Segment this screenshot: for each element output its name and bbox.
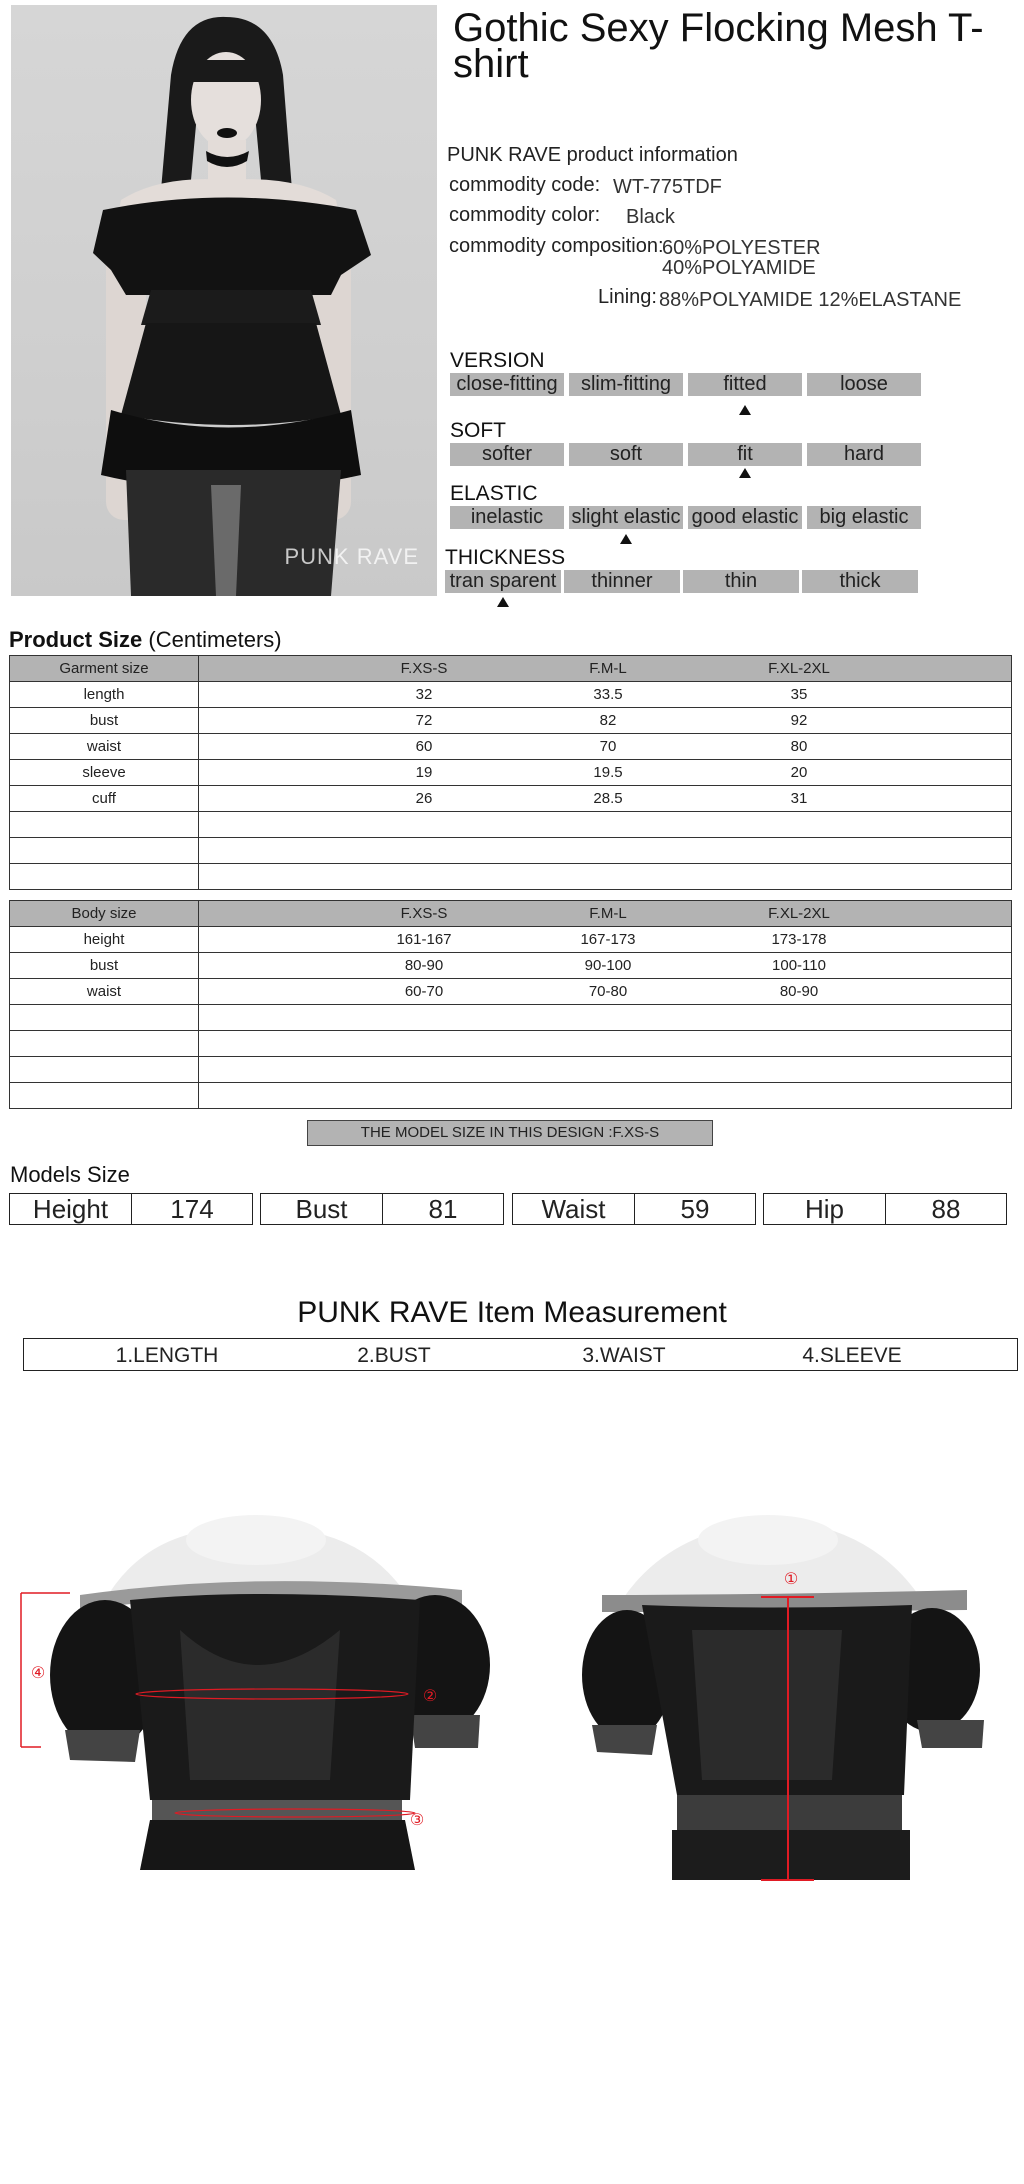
row-label: waist [10, 734, 199, 760]
table-row [10, 927, 1012, 953]
size-column-header: F.XS-S [400, 660, 448, 677]
scale-options [450, 373, 921, 396]
empty-cell [10, 1057, 199, 1083]
row-label: length [10, 682, 199, 708]
table-header-label: Garment size [10, 656, 199, 682]
table-row [10, 734, 1012, 760]
cell-value: 72 [415, 712, 433, 729]
row-values [199, 760, 1012, 786]
model-measure-label: Bust [261, 1194, 383, 1224]
cell-value: 31 [790, 790, 808, 807]
empty-cell [199, 838, 1012, 864]
empty-cell [10, 838, 199, 864]
code-label: commodity code: [449, 174, 601, 196]
model-figure-illustration [11, 5, 437, 596]
empty-cell [10, 1083, 199, 1109]
cell-value: 19 [415, 764, 433, 781]
scale-option: fitted [688, 373, 802, 396]
cell-value: 80-90 [404, 957, 444, 974]
model-measure-value: 88 [931, 1194, 961, 1224]
marker-4-label: ④ [30, 1663, 46, 1682]
empty-table-row [10, 1057, 1012, 1083]
garment-front-photo [0, 1500, 512, 1890]
scale-option: hard [807, 443, 921, 466]
model-measure-label: Height [10, 1194, 132, 1224]
lining-value: 88%POLYAMIDE 12%ELASTANE [659, 289, 962, 311]
color-value: Black [626, 206, 675, 228]
empty-cell [199, 1083, 1012, 1109]
cell-value: 82 [599, 712, 617, 729]
row-values [199, 708, 1012, 734]
scale-option: tran sparent [445, 570, 561, 593]
row-values [199, 682, 1012, 708]
cell-value: 60 [415, 738, 433, 755]
brand-watermark: PUNK RAVE [284, 544, 419, 569]
cell-value: 33.5 [593, 686, 623, 703]
composition-values [662, 238, 821, 278]
table-row [10, 953, 1012, 979]
scale-option: close-fitting [450, 373, 564, 396]
garment-back-illustration [512, 1500, 1024, 1890]
empty-cell [10, 1031, 199, 1057]
lining-label: Lining: [598, 286, 657, 308]
cell-value: 92 [790, 712, 808, 729]
size-column-header: F.XL-2XL [768, 905, 830, 922]
measurement-item: 2.BUST [357, 1344, 431, 1367]
row-label: waist [10, 979, 199, 1005]
empty-table-row [10, 864, 1012, 890]
model-photo [11, 5, 437, 596]
table-header-row [10, 901, 1012, 927]
measurement-legend [23, 1338, 1018, 1371]
selected-marker-icon [620, 534, 632, 544]
scale-label: SOFT [450, 419, 506, 442]
product-size-title-bold: Product Size [9, 627, 143, 652]
row-label: sleeve [10, 760, 199, 786]
scale-label: VERSION [450, 349, 545, 372]
scale-option: slim-fitting [569, 373, 683, 396]
composition-label: commodity composition: [449, 235, 664, 257]
info-heading: PUNK RAVE product information [447, 144, 738, 166]
model-measure-height [9, 1193, 253, 1225]
selected-marker-icon [739, 405, 751, 415]
empty-cell [10, 1005, 199, 1031]
measurement-item: 3.WAIST [582, 1344, 666, 1367]
empty-cell [10, 812, 199, 838]
empty-cell [199, 812, 1012, 838]
row-values [199, 953, 1012, 979]
empty-table-row [10, 838, 1012, 864]
table-header-label: Body size [10, 901, 199, 927]
table-row [10, 708, 1012, 734]
cell-value: 80 [790, 738, 808, 755]
marker-2-label: ② [422, 1686, 438, 1705]
row-values [199, 734, 1012, 760]
product-title: Gothic Sexy Flocking Mesh T-shirt [453, 6, 984, 86]
cell-value: 60-70 [404, 983, 444, 1000]
cell-value: 19.5 [593, 764, 623, 781]
row-values [199, 979, 1012, 1005]
table-row [10, 682, 1012, 708]
model-measure-value: 59 [680, 1194, 710, 1224]
marker-3-label: ③ [409, 1810, 425, 1829]
table-header-sizes [199, 901, 1012, 927]
empty-cell [199, 1057, 1012, 1083]
model-measure-label: Hip [764, 1194, 886, 1224]
cell-value: 35 [790, 686, 808, 703]
body-size-table [9, 900, 1012, 1109]
size-column-header: F.XL-2XL [768, 660, 830, 677]
model-measure-value: 81 [428, 1194, 458, 1224]
scale-option: thin [683, 570, 799, 593]
cell-value: 20 [790, 764, 808, 781]
color-label: commodity color: [449, 204, 601, 226]
model-measure-waist [512, 1193, 756, 1225]
measurement-item: 4.SLEEVE [802, 1344, 902, 1367]
scale-options [450, 443, 921, 466]
model-measure-bust [260, 1193, 504, 1225]
marker-1-label: ① [783, 1569, 799, 1588]
cell-value: 173-178 [771, 931, 827, 948]
cell-value: 28.5 [593, 790, 623, 807]
empty-table-row [10, 1031, 1012, 1057]
row-label: height [10, 927, 199, 953]
table-header-row [10, 656, 1012, 682]
table-row [10, 786, 1012, 812]
product-size-unit: (Centimeters) [148, 627, 282, 652]
scale-option: inelastic [450, 506, 564, 529]
code-value: WT-775TDF [613, 176, 722, 198]
scale-option: fit [688, 443, 802, 466]
cell-value: 80-90 [779, 983, 819, 1000]
selected-marker-icon [497, 597, 509, 607]
size-column-header: F.XS-S [400, 905, 448, 922]
cell-value: 70 [599, 738, 617, 755]
empty-table-row [10, 1083, 1012, 1109]
selected-marker-icon [739, 468, 751, 478]
model-measure-hip [763, 1193, 1007, 1225]
measurement-title: PUNK RAVE Item Measurement [297, 1296, 727, 1329]
scale-option: softer [450, 443, 564, 466]
cell-value: 26 [415, 790, 433, 807]
model-size-banner: THE MODEL SIZE IN THIS DESIGN :F.XS-S [307, 1120, 713, 1146]
model-measure-value: 174 [170, 1194, 214, 1224]
cell-value: 32 [415, 686, 433, 703]
size-column-header: F.M-L [589, 660, 627, 677]
models-size-title: Models Size [10, 1162, 130, 1187]
garment-back-photo [512, 1500, 1024, 1890]
table-row [10, 760, 1012, 786]
scale-soft [450, 419, 921, 478]
empty-table-row [10, 812, 1012, 838]
row-label: bust [10, 953, 199, 979]
scale-label: ELASTIC [450, 482, 538, 505]
scale-version [450, 349, 921, 415]
empty-cell [199, 1005, 1012, 1031]
scale-option: big elastic [807, 506, 921, 529]
scale-option: slight elastic [569, 506, 683, 529]
empty-cell [199, 1031, 1012, 1057]
scale-thickness [445, 546, 918, 607]
row-values [199, 927, 1012, 953]
cell-value: 167-173 [580, 931, 636, 948]
empty-cell [10, 864, 199, 890]
scale-option: good elastic [688, 506, 802, 529]
cell-value: 70-80 [588, 983, 628, 1000]
size-column-header: F.M-L [589, 905, 627, 922]
row-label: bust [10, 708, 199, 734]
scale-option: soft [569, 443, 683, 466]
cell-value: 90-100 [584, 957, 632, 974]
scale-elastic [450, 482, 921, 544]
composition-line-1: 60%POLYESTER [662, 237, 821, 259]
garment-front-illustration [0, 1500, 512, 1890]
cell-value: 100-110 [772, 957, 826, 974]
garment-size-table [9, 655, 1012, 890]
table-header-sizes [199, 656, 1012, 682]
measurement-item: 1.LENGTH [115, 1344, 219, 1367]
row-values [199, 786, 1012, 812]
product-size-title [9, 627, 282, 653]
scale-option: loose [807, 373, 921, 396]
empty-table-row [10, 1005, 1012, 1031]
row-label: cuff [10, 786, 199, 812]
scale-options [450, 506, 921, 529]
table-row [10, 979, 1012, 1005]
scale-option: thick [802, 570, 918, 593]
composition-line-2: 40%POLYAMIDE [662, 257, 816, 279]
scale-label: THICKNESS [445, 546, 566, 569]
model-measure-label: Waist [513, 1194, 635, 1224]
empty-cell [199, 864, 1012, 890]
scale-options [445, 570, 918, 593]
scale-option: thinner [564, 570, 680, 593]
cell-value: 161-167 [396, 931, 452, 948]
